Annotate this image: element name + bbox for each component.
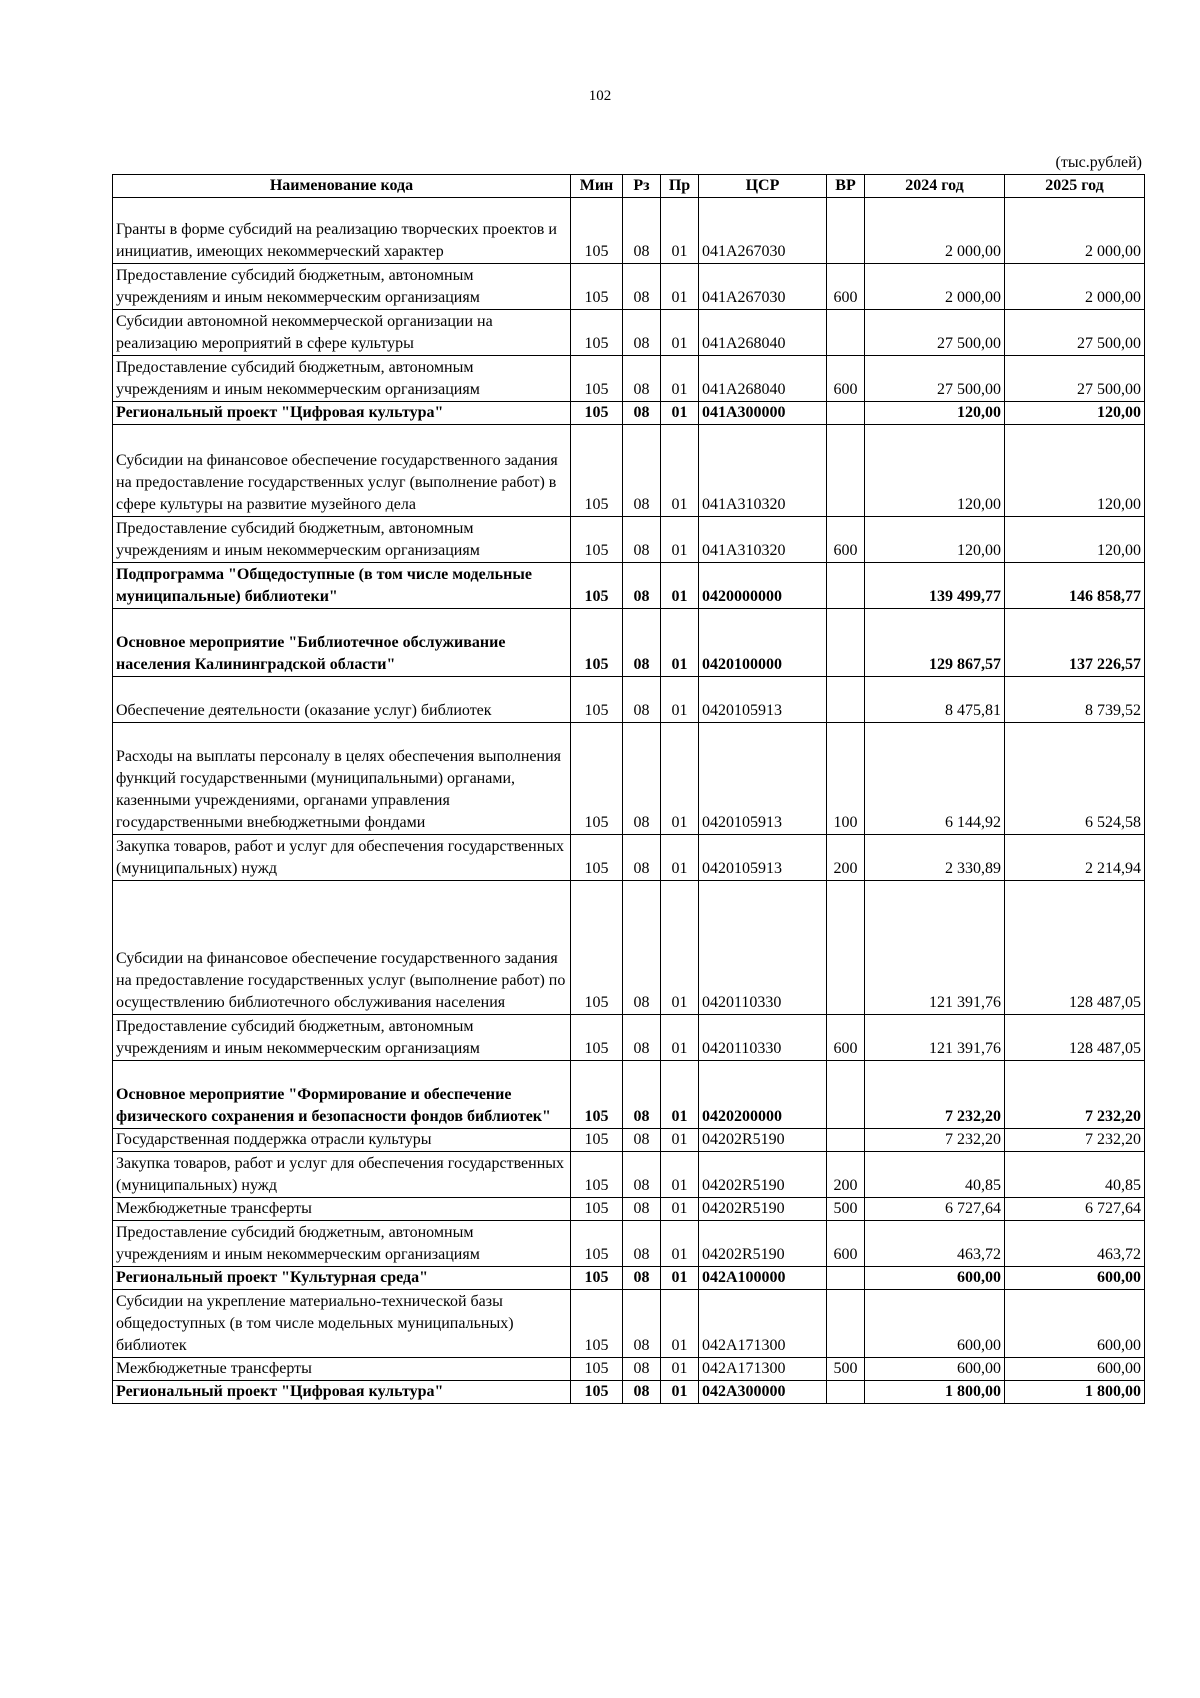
cell-2025: 2 000,00 [1005,264,1145,310]
cell-vr [827,310,865,356]
table-row [113,1381,1145,1404]
cell-csr: 041A267030 [699,198,827,264]
cell-rz: 08 [623,1221,661,1267]
units-label: (тыс.рублей) [1055,154,1142,171]
cell-csr: 042A171300 [699,1358,827,1381]
cell-min: 105 [571,609,623,677]
cell-name: Региональный проект "Цифровая культура" [113,1381,571,1404]
cell-2024: 121 391,76 [865,1015,1005,1061]
cell-pr: 01 [661,1015,699,1061]
cell-name: Предоставление субсидий бюджетным, автономным учреждениям и иным некоммерческим организациям [113,517,571,563]
cell-2024: 8 475,81 [865,677,1005,723]
cell-min: 105 [571,1267,623,1290]
cell-2025: 146 858,77 [1005,563,1145,609]
cell-2025: 137 226,57 [1005,609,1145,677]
cell-min: 105 [571,1358,623,1381]
cell-pr: 01 [661,563,699,609]
cell-csr: 041A267030 [699,264,827,310]
cell-min: 105 [571,1290,623,1358]
cell-csr: 0420100000 [699,609,827,677]
cell-min: 105 [571,1221,623,1267]
cell-rz: 08 [623,356,661,402]
table-row [113,1290,1145,1358]
cell-csr: 042A300000 [699,1381,827,1404]
cell-2024: 27 500,00 [865,310,1005,356]
cell-min: 105 [571,425,623,517]
cell-min: 105 [571,402,623,425]
header-vr: ВР [827,175,865,198]
cell-2025: 40,85 [1005,1152,1145,1198]
cell-2025: 6 727,64 [1005,1198,1145,1221]
budget-table [112,174,1145,1404]
cell-pr: 01 [661,356,699,402]
cell-name: Субсидии на финансовое обеспечение государственного задания на предоставление государственных услуг (выполнение работ) по осуществлению библиотечного обслуживания населения [113,881,571,1015]
header-2024: 2024 год [865,175,1005,198]
header-name: Наименование кода [113,175,571,198]
cell-pr: 01 [661,723,699,835]
cell-2025: 8 739,52 [1005,677,1145,723]
cell-2024: 1 800,00 [865,1381,1005,1404]
table-row [113,1358,1145,1381]
cell-2024: 2 000,00 [865,198,1005,264]
cell-name: Основное мероприятие "Формирование и обеспечение физического сохранения и безопасности фондов библиотек" [113,1061,571,1129]
table-body [113,198,1145,1404]
cell-vr [827,1061,865,1129]
cell-vr: 500 [827,1198,865,1221]
cell-2025: 128 487,05 [1005,881,1145,1015]
cell-2024: 600,00 [865,1290,1005,1358]
cell-name: Межбюджетные трансферты [113,1358,571,1381]
table-row [113,356,1145,402]
header-csr: ЦСР [699,175,827,198]
cell-rz: 08 [623,835,661,881]
cell-csr: 041A300000 [699,402,827,425]
cell-csr: 0420105913 [699,835,827,881]
cell-min: 105 [571,881,623,1015]
cell-pr: 01 [661,264,699,310]
cell-name: Региональный проект "Культурная среда" [113,1267,571,1290]
cell-2024: 40,85 [865,1152,1005,1198]
header-pr: Пр [661,175,699,198]
cell-2025: 128 487,05 [1005,1015,1145,1061]
cell-2024: 600,00 [865,1267,1005,1290]
cell-rz: 08 [623,1358,661,1381]
cell-pr: 01 [661,835,699,881]
cell-name: Закупка товаров, работ и услуг для обеспечения государственных (муниципальных) нужд [113,835,571,881]
cell-vr: 600 [827,1015,865,1061]
cell-rz: 08 [623,1267,661,1290]
table-row [113,723,1145,835]
cell-csr: 041A268040 [699,356,827,402]
cell-csr: 04202R5190 [699,1129,827,1152]
cell-2024: 600,00 [865,1358,1005,1381]
cell-2025: 2 214,94 [1005,835,1145,881]
cell-2025: 463,72 [1005,1221,1145,1267]
cell-pr: 01 [661,198,699,264]
cell-pr: 01 [661,1221,699,1267]
cell-pr: 01 [661,1198,699,1221]
cell-name: Подпрограмма "Общедоступные (в том числе модельные муниципальные) библиотеки" [113,563,571,609]
cell-name: Обеспечение деятельности (оказание услуг) библиотек [113,677,571,723]
table-row [113,402,1145,425]
cell-min: 105 [571,264,623,310]
cell-pr: 01 [661,1267,699,1290]
cell-name: Предоставление субсидий бюджетным, автономным учреждениям и иным некоммерческим организациям [113,356,571,402]
cell-pr: 01 [661,310,699,356]
table-row [113,1015,1145,1061]
cell-vr [827,402,865,425]
cell-name: Закупка товаров, работ и услуг для обеспечения государственных (муниципальных) нужд [113,1152,571,1198]
cell-2025: 600,00 [1005,1290,1145,1358]
cell-csr: 041A310320 [699,425,827,517]
cell-name: Предоставление субсидий бюджетным, автономным учреждениям и иным некоммерческим организациям [113,264,571,310]
table-row [113,1267,1145,1290]
cell-csr: 041A268040 [699,310,827,356]
cell-rz: 08 [623,517,661,563]
cell-csr: 0420200000 [699,1061,827,1129]
cell-2024: 120,00 [865,517,1005,563]
cell-rz: 08 [623,310,661,356]
cell-2024: 121 391,76 [865,881,1005,1015]
table-row [113,835,1145,881]
cell-vr: 600 [827,1221,865,1267]
cell-pr: 01 [661,1290,699,1358]
cell-rz: 08 [623,1129,661,1152]
cell-min: 105 [571,723,623,835]
cell-rz: 08 [623,1152,661,1198]
cell-min: 105 [571,517,623,563]
cell-csr: 0420105913 [699,677,827,723]
cell-vr [827,677,865,723]
cell-vr: 200 [827,835,865,881]
cell-csr: 042A100000 [699,1267,827,1290]
cell-vr: 600 [827,356,865,402]
cell-vr: 200 [827,1152,865,1198]
cell-vr: 600 [827,264,865,310]
cell-name: Субсидии автономной некоммерческой организации на реализацию мероприятий в сфере культуры [113,310,571,356]
cell-2024: 463,72 [865,1221,1005,1267]
header-min: Мин [571,175,623,198]
cell-2025: 6 524,58 [1005,723,1145,835]
cell-rz: 08 [623,1381,661,1404]
cell-pr: 01 [661,1358,699,1381]
cell-vr: 500 [827,1358,865,1381]
cell-rz: 08 [623,1015,661,1061]
table-row [113,1198,1145,1221]
cell-csr: 0420110330 [699,881,827,1015]
cell-min: 105 [571,1198,623,1221]
cell-rz: 08 [623,425,661,517]
cell-name: Предоставление субсидий бюджетным, автономным учреждениям и иным некоммерческим организациям [113,1221,571,1267]
cell-rz: 08 [623,1198,661,1221]
cell-2025: 600,00 [1005,1267,1145,1290]
cell-2025: 600,00 [1005,1358,1145,1381]
table-row [113,1129,1145,1152]
cell-pr: 01 [661,609,699,677]
table-header-row [113,175,1145,198]
table-row [113,1061,1145,1129]
cell-2025: 27 500,00 [1005,310,1145,356]
cell-min: 105 [571,1015,623,1061]
table-row [113,677,1145,723]
cell-min: 105 [571,677,623,723]
table-row [113,1221,1145,1267]
header-2025: 2025 год [1005,175,1145,198]
cell-csr: 0420105913 [699,723,827,835]
cell-2024: 6 727,64 [865,1198,1005,1221]
cell-vr [827,1267,865,1290]
cell-min: 105 [571,356,623,402]
cell-2024: 129 867,57 [865,609,1005,677]
cell-rz: 08 [623,264,661,310]
cell-2024: 2 330,89 [865,835,1005,881]
table-row [113,425,1145,517]
cell-csr: 0420000000 [699,563,827,609]
cell-csr: 041A310320 [699,517,827,563]
cell-csr: 04202R5190 [699,1221,827,1267]
cell-min: 105 [571,1152,623,1198]
cell-pr: 01 [661,425,699,517]
cell-pr: 01 [661,677,699,723]
cell-pr: 01 [661,1152,699,1198]
table-row [113,517,1145,563]
cell-vr: 100 [827,723,865,835]
cell-min: 105 [571,1061,623,1129]
cell-2024: 120,00 [865,425,1005,517]
cell-2024: 2 000,00 [865,264,1005,310]
cell-rz: 08 [623,402,661,425]
cell-2025: 7 232,20 [1005,1061,1145,1129]
cell-2025: 120,00 [1005,402,1145,425]
cell-csr: 0420110330 [699,1015,827,1061]
cell-2025: 120,00 [1005,517,1145,563]
cell-2024: 6 144,92 [865,723,1005,835]
cell-pr: 01 [661,402,699,425]
cell-min: 105 [571,198,623,264]
cell-name: Предоставление субсидий бюджетным, автономным учреждениям и иным некоммерческим организациям [113,1015,571,1061]
cell-2025: 27 500,00 [1005,356,1145,402]
cell-pr: 01 [661,881,699,1015]
cell-rz: 08 [623,563,661,609]
cell-min: 105 [571,563,623,609]
cell-name: Субсидии на финансовое обеспечение государственного задания на предоставление государственных услуг (выполнение работ) в сфере культуры на развитие музейного дела [113,425,571,517]
cell-pr: 01 [661,1061,699,1129]
cell-2024: 27 500,00 [865,356,1005,402]
cell-2025: 7 232,20 [1005,1129,1145,1152]
table-row [113,1152,1145,1198]
header-rz: Рз [623,175,661,198]
table-row [113,609,1145,677]
cell-vr [827,425,865,517]
cell-vr [827,881,865,1015]
cell-vr [827,198,865,264]
cell-2024: 139 499,77 [865,563,1005,609]
cell-name: Межбюджетные трансферты [113,1198,571,1221]
page-number: 102 [588,88,612,104]
table-row [113,198,1145,264]
cell-vr [827,1290,865,1358]
cell-csr: 042A171300 [699,1290,827,1358]
cell-rz: 08 [623,677,661,723]
cell-name: Региональный проект "Цифровая культура" [113,402,571,425]
cell-pr: 01 [661,1381,699,1404]
cell-rz: 08 [623,609,661,677]
table-row [113,881,1145,1015]
cell-rz: 08 [623,881,661,1015]
cell-rz: 08 [623,198,661,264]
cell-2024: 7 232,20 [865,1129,1005,1152]
cell-vr [827,1381,865,1404]
cell-rz: 08 [623,723,661,835]
cell-name: Расходы на выплаты персоналу в целях обеспечения выполнения функций государственными (муниципальными) органами, казенными учреждениями, органами управления государственными внебюджетными фондами [113,723,571,835]
cell-pr: 01 [661,1129,699,1152]
cell-vr [827,609,865,677]
cell-name: Субсидии на укрепление материально-технической базы общедоступных (в том числе модельных муниципальных) библиотек [113,1290,571,1358]
cell-rz: 08 [623,1290,661,1358]
cell-vr: 600 [827,517,865,563]
table-row [113,264,1145,310]
cell-name: Государственная поддержка отрасли культуры [113,1129,571,1152]
cell-2025: 1 800,00 [1005,1381,1145,1404]
cell-name: Основное мероприятие "Библиотечное обслуживание населения Калининградской области" [113,609,571,677]
cell-rz: 08 [623,1061,661,1129]
cell-pr: 01 [661,517,699,563]
cell-2025: 120,00 [1005,425,1145,517]
cell-min: 105 [571,1129,623,1152]
cell-vr [827,1129,865,1152]
cell-2024: 7 232,20 [865,1061,1005,1129]
table-row [113,563,1145,609]
cell-min: 105 [571,1381,623,1404]
table-row [113,310,1145,356]
cell-name: Гранты в форме субсидий на реализацию творческих проектов и инициатив, имеющих некоммерческий характер [113,198,571,264]
cell-csr: 04202R5190 [699,1198,827,1221]
cell-2025: 2 000,00 [1005,198,1145,264]
cell-min: 105 [571,310,623,356]
cell-csr: 04202R5190 [699,1152,827,1198]
cell-2024: 120,00 [865,402,1005,425]
cell-min: 105 [571,835,623,881]
cell-vr [827,563,865,609]
